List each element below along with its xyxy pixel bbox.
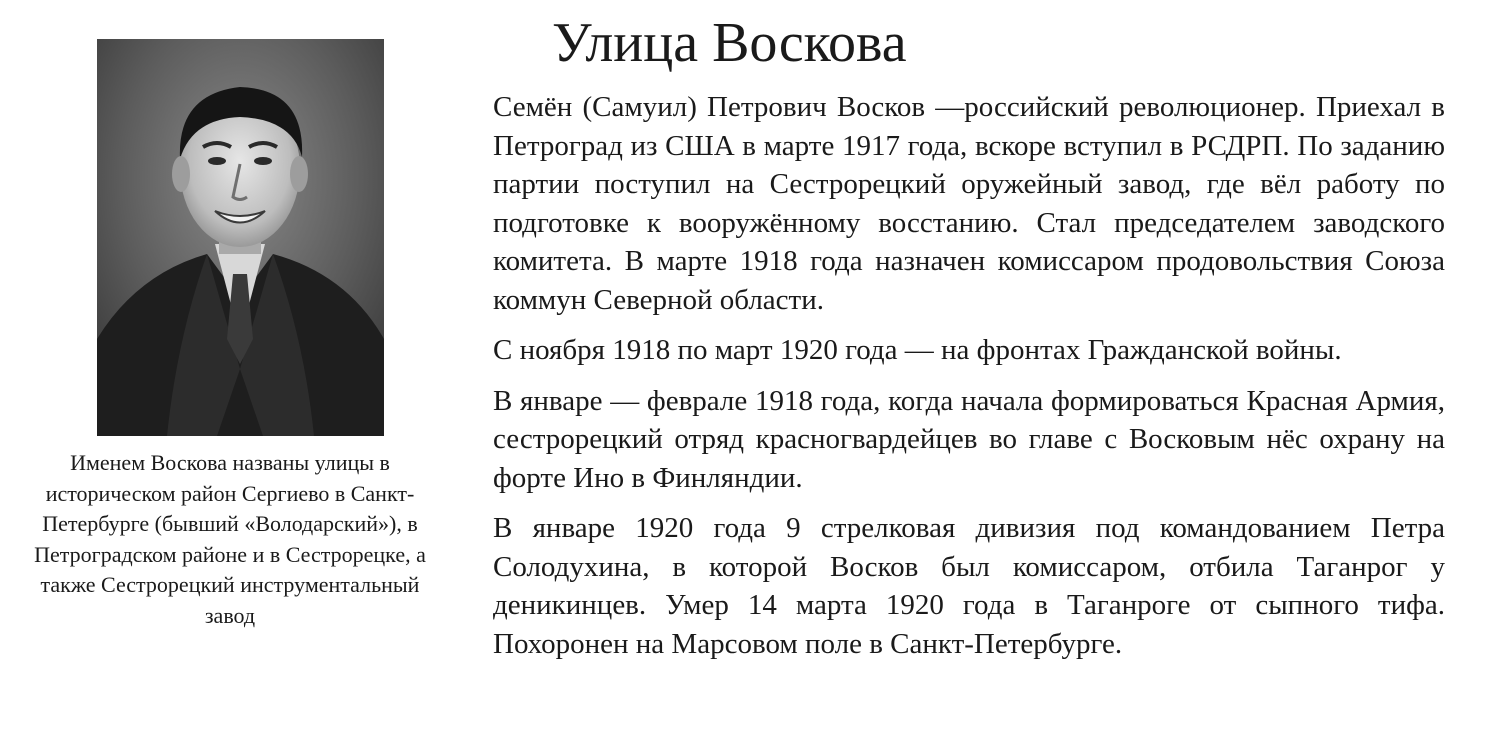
photo-caption: Именем Воскова названы улицы в историческом район Сергиево в Санкт-Петербурге (бывший «Володарский»), в Петроградском районе и в Сестрорецке, а также Сестрорецкий инструментальный завод bbox=[34, 450, 426, 628]
portrait-photo-icon bbox=[97, 39, 384, 436]
portrait-photo bbox=[97, 39, 384, 436]
paragraph-taganrog: В январе 1920 года 9 стрелковая дивизия под командованием Петра Солодухина, в которой Восков был комиссаром, отбила Таганрог у деникинцев. Умер 14 марта 1920 года в Таганроге от сыпного тифа. Похоронен на Марсовом поле в Санкт-Петербурге. bbox=[493, 512, 1445, 660]
page-title: Улица Воскова bbox=[552, 12, 907, 74]
paragraph-civil-war: С ноября 1918 по март 1920 года — на фронтах Гражданской войны. bbox=[493, 334, 1342, 366]
article-body bbox=[493, 88, 1445, 663]
paragraph-biography: Семён (Самуил) Петрович Восков —российский революционер. Приехал в Петроград из США в марте 1917 года, вскоре вступил в РСДРП. По заданию партии поступил на Сестрорецкий оружейный завод, где вёл работу по подготовке к вооружённому восстанию. Стал председателем заводского комитета. В марте 1918 года назначен комиссаром продовольствия Союза коммун Северной области. bbox=[493, 91, 1445, 316]
paragraph-red-army: В январе — феврале 1918 года, когда начала формироваться Красная Армия, сестрорецкий отряд красногвардейцев во главе с Восковым нёс охрану на форте Ино в Финляндии. bbox=[493, 384, 1445, 494]
